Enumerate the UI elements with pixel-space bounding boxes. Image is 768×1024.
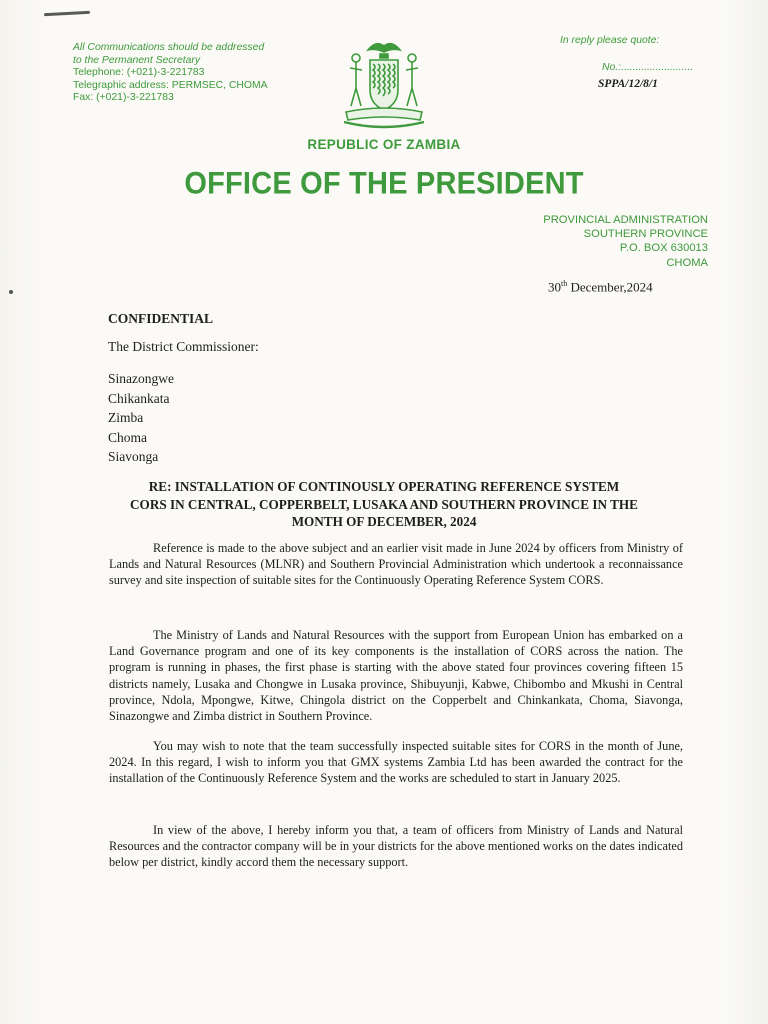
body-paragraph-4 bbox=[109, 822, 683, 871]
reference-number: SPPA/12/8/1 bbox=[598, 78, 658, 90]
district-item: Sinazongwe bbox=[108, 371, 174, 386]
reference-number-label: No.:......................... bbox=[602, 62, 694, 73]
subject-line: CORS IN CENTRAL, COPPERBELT, LUSAKA AND SOUTHERN PROVINCE IN THE bbox=[130, 496, 638, 512]
date-day: 30 bbox=[548, 279, 561, 295]
date-rest: December,2024 bbox=[567, 279, 653, 295]
contact-line: Fax: (+021)-3-221783 bbox=[73, 92, 174, 104]
district-item: Choma bbox=[108, 429, 147, 445]
body-paragraph-2 bbox=[109, 627, 683, 724]
contact-line: All Communications should be addressed bbox=[73, 42, 265, 53]
address-line: CHOMA bbox=[666, 256, 708, 269]
district-item: Chikankata bbox=[108, 390, 170, 406]
reply-label: In reply please quote: bbox=[560, 35, 660, 46]
district-item: Zimba bbox=[108, 410, 144, 425]
district-list bbox=[108, 369, 174, 467]
subject-line: RE: INSTALLATION OF CONTINOUSLY OPERATING REFERENCE SYSTEM bbox=[148, 479, 620, 494]
paragraph-text: In view of the above, I hereby inform you that, a team of officers from Ministry of Lands and Natural Resources and the contractor company will be in your districts for the above mentioned works on the dates indicated below per district, kindly accord them the necessary support. bbox=[109, 823, 683, 870]
address-line: PROVINCIAL ADMINISTRATION bbox=[543, 214, 708, 226]
address-line: SOUTHERN PROVINCE bbox=[583, 228, 708, 241]
date-suffix: th bbox=[561, 279, 568, 288]
provincial-address bbox=[543, 213, 708, 270]
subject-heading bbox=[98, 478, 670, 531]
paper-speck bbox=[9, 290, 13, 294]
address-line: P.O. BOX 630013 bbox=[619, 242, 708, 255]
contact-line: Telephone: (+021)-3-221783 bbox=[73, 67, 205, 79]
coat-of-arms-icon bbox=[336, 34, 432, 134]
paragraph-text: Reference is made to the above subject and an earlier visit made in June 2024 by officers from Ministry of Lands and Natural Resources (MLNR) and Southern Provincial Administration which undertook a reconnaissance survey and site inspection of suitable sites for the Continuously Operating Reference System CORS. bbox=[109, 541, 683, 588]
reply-reference-block bbox=[560, 34, 720, 91]
classification-label: CONFIDENTIAL bbox=[108, 311, 214, 326]
contact-line: to the Permanent Secretary bbox=[73, 54, 201, 66]
paragraph-text: The Ministry of Lands and Natural Resources with the support from European Union has embarked on a Land Governance program and one of its key components is the installation of CORS across the nation. The program is running in phases, the first phase is starting with the above stated four provinces covering fifteen 15 districts namely, Lusaka and Chongwe in Lusaka province, Shibuyunji, Kabwe, Chibombo and Mkushi in Central province, Ndola, Mpongwe, Kitwe, Chingola district on the Copperbelt and Chinkankata, Choma, Siavonga, Sinazongwe and Zimba district in Southern Province. bbox=[109, 628, 683, 724]
addressee: The District Commissioner: bbox=[108, 339, 259, 354]
body-paragraph-1 bbox=[109, 540, 683, 589]
subject-line: MONTH OF DECEMBER, 2024 bbox=[291, 514, 477, 529]
contact-line: Telegraphic address: PERMSEC, CHOMA bbox=[73, 79, 268, 91]
letter-date bbox=[548, 279, 653, 295]
letterhead-contact-block bbox=[73, 42, 303, 105]
office-heading: OFFICE OF THE PRESIDENT bbox=[184, 166, 584, 202]
district-item: Siavonga bbox=[108, 449, 159, 464]
paragraph-text: You may wish to note that the team successfully inspected suitable sites for CORS in the month of June, 2024. In this regard, I wish to inform you that GMX systems Zambia Ltd has been awarded the contract for the installation of the Continuously Reference System and the works are scheduled to start in January 2025. bbox=[109, 739, 683, 786]
body-paragraph-3 bbox=[109, 738, 683, 787]
staple-mark bbox=[44, 11, 90, 16]
republic-heading: REPUBLIC OF ZAMBIA bbox=[307, 137, 461, 152]
